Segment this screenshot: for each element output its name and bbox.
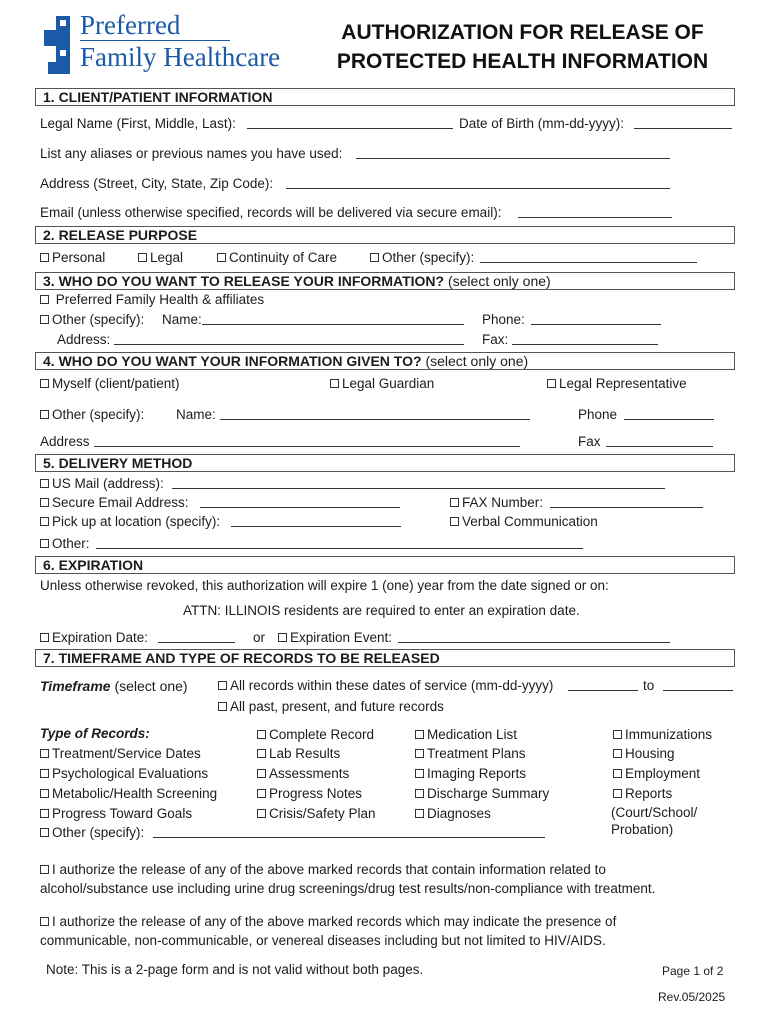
address-label: Address (Street, City, State, Zip Code):	[40, 176, 274, 191]
purpose-continuity[interactable]: Continuity of Care	[217, 250, 337, 265]
checkbox[interactable]	[40, 633, 49, 642]
release-from-pfh[interactable]: Preferred Family Health & affiliates	[40, 292, 264, 307]
checkbox[interactable]	[40, 479, 49, 488]
legal-name-label: Legal Name (First, Middle, Last):	[40, 116, 236, 131]
record-type[interactable]: Progress Toward Goals	[40, 806, 192, 821]
timeframe-to-label: to	[643, 678, 655, 693]
record-type[interactable]: Discharge Summary	[415, 786, 549, 801]
timeframe-all-option[interactable]: All past, present, and future records	[218, 699, 444, 714]
record-type[interactable]: Medication List	[415, 727, 517, 742]
recipient-representative[interactable]: Legal Representative	[547, 376, 687, 391]
release-from-name-field[interactable]	[202, 312, 464, 325]
checkbox[interactable]	[138, 253, 147, 262]
or-label: or	[253, 630, 266, 645]
checkbox[interactable]	[40, 865, 49, 874]
footer-note: Note: This is a 2-page form and is not valid without both pages.	[46, 962, 424, 977]
pickup-field[interactable]	[231, 514, 401, 527]
purpose-other-field[interactable]	[480, 250, 697, 263]
recipient-phone-field[interactable]	[624, 407, 714, 420]
purpose-other[interactable]: Other (specify):	[370, 250, 474, 265]
logo-mark-icon	[44, 16, 80, 76]
record-type[interactable]: Treatment Plans	[415, 746, 526, 761]
aliases-field[interactable]	[356, 146, 670, 159]
timeframe-dates-option[interactable]: All records within these dates of service (mm-dd-yyyy)	[218, 678, 553, 693]
checkbox[interactable]	[330, 379, 339, 388]
checkbox[interactable]	[415, 769, 424, 778]
release-from-other[interactable]: Other (specify):	[40, 312, 144, 327]
checkbox[interactable]	[40, 917, 49, 926]
fax-number-field[interactable]	[550, 495, 703, 508]
delivery-fax[interactable]: FAX Number:	[450, 495, 543, 510]
checkbox[interactable]	[415, 789, 424, 798]
recipient-name-field[interactable]	[220, 407, 530, 420]
recipient-name-label: Name:	[176, 407, 216, 422]
dob-field[interactable]	[634, 116, 732, 129]
record-type[interactable]: Imaging Reports	[415, 766, 526, 781]
record-type[interactable]: Lab Results	[257, 746, 340, 761]
timeframe-from-field[interactable]	[568, 678, 638, 691]
checkbox[interactable]	[613, 749, 622, 758]
record-type[interactable]: Employment	[613, 766, 700, 781]
brand-line-1: Preferred	[80, 10, 181, 40]
recipient-guardian[interactable]: Legal Guardian	[330, 376, 434, 391]
checkbox[interactable]	[415, 749, 424, 758]
legal-name-field[interactable]	[247, 116, 453, 129]
auth-substance-line-1[interactable]: I authorize the release of any of the above marked records that contain information related to	[40, 862, 606, 877]
aliases-label: List any aliases or previous names you have used:	[40, 146, 343, 161]
types-label: Type of Records:	[40, 726, 150, 741]
checkbox[interactable]	[450, 517, 459, 526]
record-type[interactable]: Reports	[613, 786, 672, 801]
checkbox[interactable]	[257, 730, 266, 739]
checkbox[interactable]	[218, 681, 227, 690]
checkbox[interactable]	[40, 295, 49, 304]
checkbox[interactable]	[40, 828, 49, 837]
section-4-heading: 4. WHO DO YOU WANT YOUR INFORMATION GIVEN TO? (select only one)	[35, 352, 735, 370]
record-type[interactable]: Housing	[613, 746, 675, 761]
checkbox[interactable]	[40, 809, 49, 818]
checkbox[interactable]	[257, 809, 266, 818]
revision: Rev.05/2025	[658, 990, 726, 1004]
recipient-phone-label: Phone	[578, 407, 618, 422]
logo	[40, 12, 280, 82]
page-title: AUTHORIZATION FOR RELEASE OF PROTECTED HEALTH INFORMATION	[336, 21, 709, 73]
checkbox[interactable]	[257, 749, 266, 758]
record-type[interactable]: Diagnoses	[415, 806, 491, 821]
section-1-heading: 1. CLIENT/PATIENT INFORMATION	[35, 88, 735, 106]
release-from-fax-label: Fax:	[482, 332, 509, 347]
checkbox[interactable]	[257, 789, 266, 798]
expiration-event-field[interactable]	[398, 630, 670, 643]
checkbox[interactable]	[40, 769, 49, 778]
checkbox[interactable]	[613, 789, 622, 798]
auth-disease-line-2: communicable, non-communicable, or venereal diseases including but not limited to HIV/AIDS.	[40, 933, 606, 948]
checkbox[interactable]	[278, 633, 287, 642]
record-type-other[interactable]: Other (specify):	[40, 825, 144, 840]
section-6-heading: 6. EXPIRATION	[35, 556, 735, 574]
record-type[interactable]: Crisis/Safety Plan	[257, 806, 376, 821]
timeframe-to-field[interactable]	[663, 678, 733, 691]
address-field[interactable]	[286, 176, 670, 189]
release-from-name-label: Name:	[162, 312, 202, 327]
record-type[interactable]: Progress Notes	[257, 786, 362, 801]
recipient-other[interactable]: Other (specify):	[40, 407, 144, 422]
us-mail-field[interactable]	[172, 476, 665, 489]
brand-line-2: Family Healthcare	[80, 42, 281, 72]
checkbox[interactable]	[613, 769, 622, 778]
delivery-secure-email[interactable]: Secure Email Address:	[40, 495, 189, 510]
section-7-heading: 7. TIMEFRAME AND TYPE OF RECORDS TO BE RELEASED	[35, 649, 735, 667]
checkbox[interactable]	[40, 253, 49, 262]
reports-sub-1: (Court/School/	[611, 805, 698, 820]
checkbox[interactable]	[40, 498, 49, 507]
email-field[interactable]	[518, 205, 672, 218]
checkbox[interactable]	[40, 539, 49, 548]
checkbox[interactable]	[40, 749, 49, 758]
section-3-heading: 3. WHO DO YOU WANT TO RELEASE YOUR INFORMATION? (select only one)	[35, 272, 735, 290]
checkbox[interactable]	[40, 379, 49, 388]
release-from-address-field[interactable]	[114, 332, 464, 345]
page-number: Page 1 of 2	[662, 964, 724, 978]
expiration-text: Unless otherwise revoked, this authorization will expire 1 (one) year from the date signed or on:	[40, 578, 609, 593]
auth-substance-line-2: alcohol/substance use including urine drug screenings/drug test results/non-compliance with treatment.	[40, 881, 656, 896]
release-from-address-label: Address:	[57, 332, 111, 347]
expiration-event-option[interactable]: Expiration Event:	[278, 630, 392, 645]
delivery-other-field[interactable]	[96, 536, 583, 549]
recipient-address-field[interactable]	[94, 434, 520, 447]
purpose-personal[interactable]: Personal	[40, 250, 105, 265]
record-type[interactable]: Complete Record	[257, 727, 374, 742]
secure-email-field[interactable]	[200, 495, 400, 508]
expiration-date-option[interactable]: Expiration Date:	[40, 630, 148, 645]
record-type[interactable]: Metabolic/Health Screening	[40, 786, 217, 801]
checkbox[interactable]	[547, 379, 556, 388]
recipient-fax-field[interactable]	[606, 434, 713, 447]
checkbox[interactable]	[257, 769, 266, 778]
section-2-heading: 2. RELEASE PURPOSE	[35, 226, 735, 244]
email-label: Email (unless otherwise specified, records will be delivered via secure email):	[40, 205, 502, 220]
checkbox[interactable]	[218, 702, 227, 711]
checkbox[interactable]	[613, 730, 622, 739]
delivery-us-mail[interactable]: US Mail (address):	[40, 476, 164, 491]
checkbox[interactable]	[40, 315, 49, 324]
record-type[interactable]: Treatment/Service Dates	[40, 746, 201, 761]
checkbox[interactable]	[217, 253, 226, 262]
reports-sub-2: Probation)	[611, 822, 674, 837]
purpose-legal[interactable]: Legal	[138, 250, 183, 265]
checkbox[interactable]	[415, 730, 424, 739]
expiration-date-field[interactable]	[158, 630, 235, 643]
checkbox[interactable]	[450, 498, 459, 507]
dob-label: Date of Birth (mm-dd-yyyy):	[459, 116, 625, 131]
record-type[interactable]: Assessments	[257, 766, 349, 781]
release-from-phone-label: Phone:	[482, 312, 525, 327]
record-type-other-field[interactable]	[153, 825, 545, 838]
auth-disease-line-1[interactable]: I authorize the release of any of the above marked records which may indicate the presence of	[40, 914, 616, 929]
delivery-pickup[interactable]: Pick up at location (specify):	[40, 514, 220, 529]
recipient-fax-label: Fax	[578, 434, 601, 449]
delivery-other[interactable]: Other:	[40, 536, 90, 551]
checkbox[interactable]	[40, 789, 49, 798]
checkbox[interactable]	[415, 809, 424, 818]
release-from-phone-field[interactable]	[531, 312, 661, 325]
recipient-address-label: Address	[40, 434, 90, 449]
record-type[interactable]: Immunizations	[613, 727, 712, 742]
recipient-myself[interactable]: Myself (client/patient)	[40, 376, 180, 391]
release-from-fax-field[interactable]	[512, 332, 658, 345]
checkbox[interactable]	[40, 410, 49, 419]
checkbox[interactable]	[370, 253, 379, 262]
timeframe-label: Timeframe (select one)	[40, 678, 188, 694]
illinois-note: ATTN: ILLINOIS residents are required to enter an expiration date.	[183, 603, 580, 618]
section-5-heading: 5. DELIVERY METHOD	[35, 454, 735, 472]
checkbox[interactable]	[40, 517, 49, 526]
delivery-verbal[interactable]: Verbal Communication	[450, 514, 598, 529]
record-type[interactable]: Psychological Evaluations	[40, 766, 208, 781]
